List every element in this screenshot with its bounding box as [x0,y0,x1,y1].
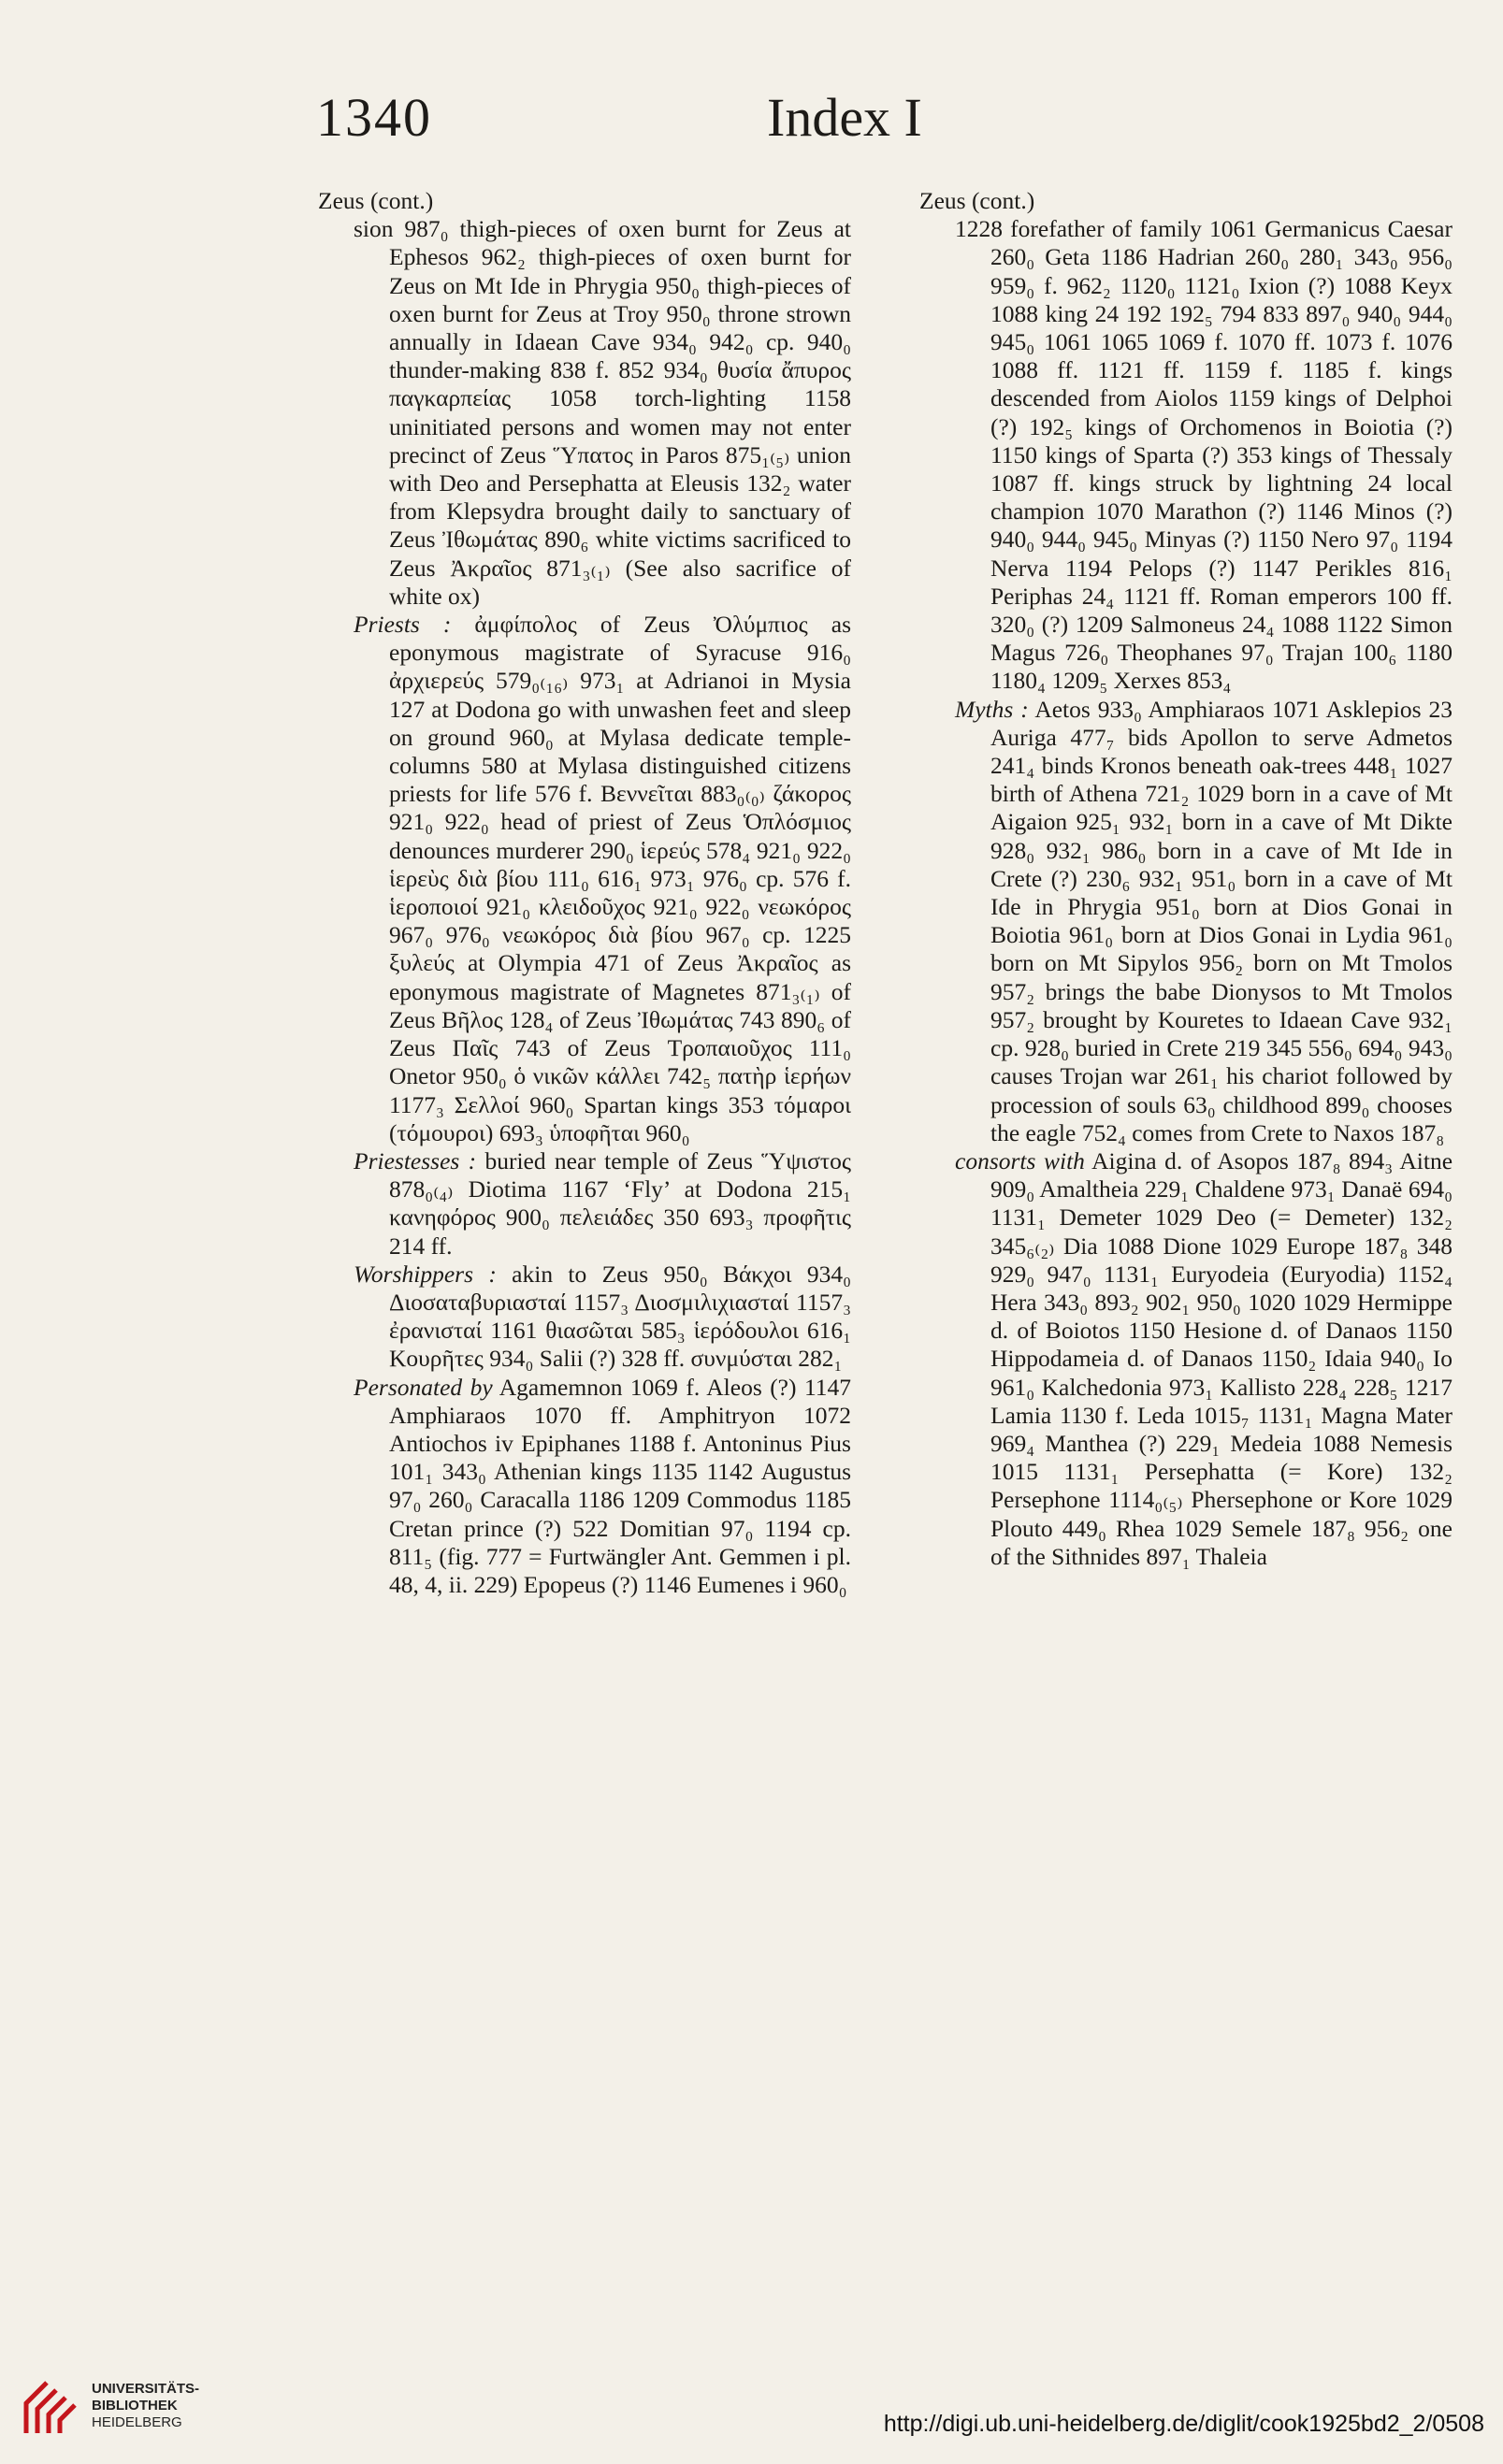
block-text: ἀμφίπολος of Zeus Ὀλύμπιος as eponymous magistrate of Syracuse 916₀ ἀρχιερεύς 579₀₍₁₆₎ 973₁ at Adrianoi in Mysia 127 at Dodona go with unwashen feet and sleep on ground 960₀ at Mylasa dedicate temple-columns 580 at Mylasa distinguished citizens priests for life 576 f. Βεννεῖται 883₀₍₀₎ ζάκορος 921₀ 922₀ head of priest of Zeus Ὁπλόσμιος denounces murderer 290₀ ἱερεύς 578₄ 921₀ 922₀ ἱερεὺς διὰ βίου 111₀ 616₁ 973₁ 976₀ cp. 576 f. ἱεροποιοί 921₀ κλειδοῦχος 921₀ 922₀ νεωκόρος 967₀ 976₀ νεωκόρος διὰ βίου 967₀ cp. 1225 ξυλεύς at Olympia 471 of Zeus Ἀκραῖος as eponymous magistrate of Magnetes 871₃₍₁₎ of Zeus Βῆλος 128₄ of Zeus Ἰθωμάτας 743 890₆ of Zeus Παῖς 743 of Zeus Τροπαιοῦχος 111₀ Onetor 950₀ ὁ νικῶν κάλλει 742₅ πατὴρ ἱερήων 1177₃ Σελλοί 960₀ Spartan kings 353 τόμαροι (τόμουροι) 693₃ ὑποφῆται 960₀ [389,611,852,1146]
index-block [318,1374,851,1600]
index-block [318,1147,851,1261]
source-url-link[interactable]: http://digi.ub.uni-heidelberg.de/diglit/cook1925bd2_2/0508 [883,2411,1484,2437]
library-name-line: HEIDELBERG [92,2414,182,2430]
library-name-line: BIBLIOTHEK [92,2398,178,2414]
block-text: 1228 forefather of family 1061 Germanicus Caesar 260₀ Geta 1186 Hadrian 260₀ 280₁ 343₀ 956₀ 959₀ f. 962₂ 1120₀ 1121₀ Ixion (?) 1088 Keyx 1088 king 24 192 192₅ 794 833 897₀ 940₀ 944₀ 945₀ 1061 1065 1069 f. 1070 ff. 1073 f. 1076 1088 ff. 1121 ff. 1159 f. 1185 f. kings descended from Aiolos 1159 kings of Delphoi (?) 192₅ kings of Orchomenos in Boiotia (?) 1150 kings of Sparta (?) 353 kings of Thessaly 1087 ff. kings struck by lightning 24 local champion 1070 Marathon (?) 1146 Minos (?) 940₀ 944₀ 945₀ Minyas (?) 1150 Nero 97₀ 1194 Nerva 1194 Pelops (?) 1147 Perikles 816₁ Periphas 24₄ 1121 ff. Roman emperors 100 ff. 320₀ (?) 1209 Salmoneus 24₄ 1088 1122 Simon Magus 726₀ Theophanes 97₀ Trajan 100₆ 1180 1180₄ 1209₅ Xerxes 853₄ [955,215,1452,695]
page-title: Index I [767,87,922,148]
block-lead: Priests : [354,611,452,639]
library-logo-icon [19,2375,84,2441]
block-text: Agamemnon 1069 f. Aleos (?) 1147 Amphiaraos 1070 ff. Amphitryon 1072 Antiochos iv Epiphanes 1188 f. Antoninus Pius 101₁ 343₀ Athenian kings 1135 1142 Augustus 97₀ 260₀ Caracalla 1186 1209 Commodus 1185 Cretan prince (?) 522 Domitian 97₀ 1194 cp. 811₅ (fig. 777 = Furtwängler Ant. Gemmen i pl. 48, 4, ii. 229) Epopeus (?) 1146 Eumenes i 960₀ [389,1373,852,1598]
block-lead: consorts with [955,1146,1085,1174]
block-lead: Myths : [955,695,1029,723]
block-text: buried near temple of Zeus Ὕψιστος 878₀₍₄₎ Diotima 1167 ‘Fly’ at Dodona 215₁ κανηφόρος 900₀ πελειάδες 350 693₃ προφῆτις 214 ff. [389,1146,851,1260]
index-block [919,215,1452,695]
block-lead: Personated by [354,1373,493,1401]
index-block [318,215,851,611]
block-text: akin to Zeus 950₀ Βάκχοι 934₀ Διοσαταβυριασταί 1157₃ Διοσμιλιχιασταί 1157₃ ἐρανισταί 1161 θιασῶται 585₃ ἱερόδουλοι 616₁ Κουρῆτες 934₀ Salii (?) 328 ff. συνμύσται 282₁ [389,1260,851,1373]
library-name [92,2381,199,2431]
entry-head: Zeus (cont.) [318,187,434,214]
page-header [0,86,1503,161]
entry-head: Zeus (cont.) [919,187,1035,214]
block-lead: Priestesses : [354,1146,477,1174]
block-lead: Worshippers : [354,1260,497,1288]
block-text: Aigina d. of Asopos 187₈ 894₃ Aitne 909₀ Amaltheia 229₁ Chaldene 973₁ Danaë 694₀ 1131₁ Demeter 1029 Deo (= Demeter) 132₂ 345₆₍₂₎ Dia 1088 Dione 1029 Europe 187₈ 348 929₀ 947₀ 1131₁ Euryodeia (Euryodia) 1152₄ Hera 343₀ 893₂ 902₁ 950₀ 1020 1029 Hermippe d. of Boiotos 1150 Hesione d. of Danaos 1150 Hippodameia d. of Danaos 1150₂ Idaia 940₀ Io 961₀ Kalchedonia 973₁ Kallisto 228₄ 228₅ 1217 Lamia 1130 f. Leda 1015₇ 1131₁ Magna Mater 969₄ Manthea (?) 229₁ Medeia 1088 Nemesis 1015 1131₁ Persephatta (= Kore) 132₂ Persephone 1114₀₍₅₎ Phersephone or Kore 1029 Plouto 449₀ Rhea 1029 Semele 187₈ 956₂ one of the Sithnides 897₁ Thaleia [990,1146,1453,1570]
right-column [919,187,1452,1571]
index-block [318,611,851,1147]
page-number: 1340 [316,87,432,148]
block-text: Aetos 933₀ Amphiaraos 1071 Asklepios 23 Auriga 477₇ bids Apollon to serve Admetos 241₄ binds Kronos beneath oak-trees 448₁ 1027 birth of Athena 721₂ 1029 born in a cave of Mt Aigaion 925₁ 932₁ born in a cave of Mt Dikte 928₀ 932₁ 986₀ born in a cave of Mt Ide in Crete (?) 230₆ 932₁ 951₀ born in a cave of Mt Ide in Phrygia 951₀ born at Dios Gonai in Boiotia 961₀ born at Dios Gonai in Lydia 961₀ born on Mt Sipylos 956₂ born on Mt Tmolos 957₂ brings the babe Dionysos to Mt Tmolos 957₂ brought by Kouretes to Idaean Cave 932₁ cp. 928₀ buried in Crete 219 345 556₀ 694₀ 943₀ causes Trojan war 261₁ his chariot followed by procession of souls 63₀ childhood 899₀ chooses the eagle 752₄ comes from Crete to Naxos 187₈ [990,695,1452,1146]
index-block [919,1147,1452,1571]
block-text: sion 987₀ thigh-pieces of oxen burnt for Zeus at Ephesos 962₂ thigh-pieces of oxen burnt for Zeus on Mt Ide in Phrygia 950₀ thigh-pieces of oxen burnt for Zeus at Troy 950₀ throne strown annually in Idaean Cave 934₀ 942₀ cp. 940₀ thunder-making 838 f. 852 934₀ θυσία ἄπυρος παγκαρπείας 1058 torch-lighting 1158 uninitiated persons and women may not enter precinct of Zeus Ὕπατος in Paros 875₁₍₅₎ union with Deo and Persephatta at Eleusis 132₂ water from Klepsydra brought daily to sanctuary of Zeus Ἰθωμάτας 890₆ white victims sacrificed to Zeus Ἀκραῖος 871₃₍₁₎ (See also sacrifice of white ox) [354,215,851,610]
index-block [318,1261,851,1374]
library-name-line: UNIVERSITÄTS- [92,2381,200,2397]
left-column [318,187,851,1599]
index-block [919,696,1452,1147]
